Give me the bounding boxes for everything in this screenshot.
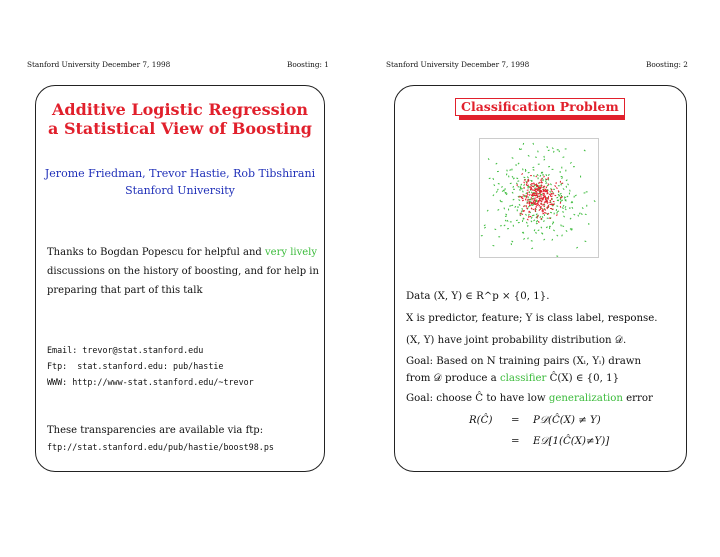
classifier-highlight: classifier bbox=[499, 373, 547, 384]
red-point bbox=[529, 194, 530, 196]
green-point bbox=[536, 232, 537, 234]
green-point bbox=[570, 228, 571, 229]
green-point bbox=[572, 207, 573, 209]
green-point bbox=[528, 206, 529, 207]
green-point bbox=[546, 183, 547, 184]
goal-line2 bbox=[406, 373, 619, 385]
green-point bbox=[563, 188, 564, 189]
generalization-highlight: generalization bbox=[548, 393, 623, 404]
green-point bbox=[540, 216, 541, 218]
green-point bbox=[526, 181, 527, 183]
green-point bbox=[534, 185, 535, 186]
red-point bbox=[540, 208, 541, 210]
goal-line3-post: error bbox=[622, 393, 653, 404]
red-point bbox=[539, 190, 540, 192]
goal-line2-post: Ĉ(X) ∈ {0, 1} bbox=[546, 373, 620, 384]
green-point bbox=[548, 174, 549, 175]
red-point bbox=[534, 200, 536, 201]
green-point bbox=[493, 195, 494, 196]
green-point bbox=[557, 211, 559, 212]
red-point bbox=[539, 196, 540, 198]
green-point bbox=[579, 213, 580, 215]
right-header-left: Stanford University December 7, 1998 bbox=[386, 60, 530, 69]
right-slide-panel bbox=[394, 85, 687, 472]
green-point bbox=[526, 193, 527, 194]
slide-title-line2: a Statistical View of Boosting bbox=[48, 119, 312, 138]
green-point bbox=[552, 148, 553, 149]
green-point bbox=[538, 230, 540, 231]
green-point bbox=[564, 216, 565, 217]
green-point bbox=[520, 215, 521, 216]
green-point bbox=[498, 210, 500, 211]
green-point bbox=[533, 143, 534, 145]
green-point bbox=[576, 247, 577, 248]
eq2-rhs: E𝒟[1(Ĉ(X)≠Y)] bbox=[533, 436, 610, 447]
green-point bbox=[497, 189, 498, 191]
green-point bbox=[567, 196, 569, 197]
green-point bbox=[512, 241, 513, 242]
red-point bbox=[524, 182, 525, 184]
green-point bbox=[504, 208, 505, 210]
green-point bbox=[484, 227, 485, 228]
green-point bbox=[544, 159, 545, 160]
green-point bbox=[584, 150, 585, 151]
red-point bbox=[547, 193, 549, 194]
red-point bbox=[545, 191, 547, 192]
green-point bbox=[512, 158, 514, 159]
red-point bbox=[550, 195, 551, 197]
green-point bbox=[527, 177, 528, 178]
red-point bbox=[538, 193, 539, 194]
eq1-lhs: R(Ĉ) bbox=[469, 415, 493, 426]
red-point bbox=[548, 184, 550, 185]
red-point bbox=[550, 200, 551, 201]
green-point bbox=[509, 170, 511, 171]
green-point bbox=[581, 214, 583, 215]
green-point bbox=[564, 197, 565, 198]
red-point bbox=[527, 219, 528, 220]
green-point bbox=[528, 238, 529, 240]
thanks-line1: Thanks to Bogdan Popescu for helpful and bbox=[47, 247, 266, 258]
green-point bbox=[552, 223, 553, 225]
green-point bbox=[561, 225, 562, 227]
green-point bbox=[543, 180, 544, 182]
red-point bbox=[531, 208, 532, 210]
red-point bbox=[524, 210, 525, 211]
red-point bbox=[555, 185, 556, 186]
eq1-rhs: P𝒟(Ĉ(X) ≠ Y) bbox=[533, 415, 601, 426]
red-point bbox=[554, 195, 556, 196]
green-point bbox=[518, 163, 519, 164]
green-point bbox=[559, 150, 560, 152]
green-point bbox=[594, 201, 595, 202]
red-point bbox=[527, 194, 528, 195]
green-point bbox=[531, 192, 532, 193]
green-point bbox=[523, 219, 525, 220]
red-point bbox=[538, 205, 540, 206]
green-point bbox=[513, 178, 514, 179]
contact-block bbox=[47, 342, 254, 390]
green-point bbox=[563, 205, 564, 206]
green-point bbox=[529, 191, 530, 193]
affiliation: Stanford University bbox=[125, 184, 235, 197]
red-point bbox=[552, 191, 553, 192]
green-point bbox=[535, 157, 537, 158]
red-point bbox=[537, 197, 538, 199]
ftp-line: Ftp: stat.stanford.edu: pub/hastie bbox=[47, 361, 224, 371]
green-point bbox=[536, 214, 537, 215]
green-point bbox=[531, 217, 532, 219]
green-point bbox=[546, 174, 547, 176]
red-point bbox=[539, 182, 540, 184]
green-point bbox=[554, 151, 555, 153]
red-point bbox=[530, 216, 532, 217]
green-point bbox=[516, 178, 518, 179]
red-point bbox=[538, 221, 539, 223]
red-point bbox=[544, 176, 545, 178]
green-point bbox=[513, 199, 515, 200]
green-point bbox=[565, 209, 566, 210]
green-point bbox=[553, 230, 554, 231]
green-point bbox=[533, 220, 534, 221]
green-point bbox=[578, 215, 579, 217]
green-point bbox=[565, 200, 567, 201]
green-point bbox=[519, 200, 521, 201]
green-point bbox=[496, 191, 497, 192]
green-point bbox=[585, 241, 587, 242]
predictor-line: X is predictor, feature; Y is class label, response. bbox=[406, 313, 658, 324]
eq2-sign: = bbox=[511, 436, 520, 447]
thanks-line3: preparing that part of this talk bbox=[47, 285, 203, 296]
green-point bbox=[487, 210, 488, 211]
green-point bbox=[566, 180, 567, 181]
left-header-left: Stanford University December 7, 1998 bbox=[27, 60, 171, 69]
green-point bbox=[560, 199, 561, 201]
green-point bbox=[548, 150, 550, 151]
red-point bbox=[560, 206, 561, 208]
green-point bbox=[507, 170, 508, 172]
data-line: Data (X, Y) ∈ R^p × {0, 1}. bbox=[406, 291, 550, 302]
red-point bbox=[531, 195, 533, 196]
red-point bbox=[547, 202, 548, 203]
green-point bbox=[488, 158, 489, 160]
joint-line: (X, Y) have joint probability distribution 𝒟. bbox=[406, 335, 627, 346]
availability-text: These transparencies are available via ftp: bbox=[47, 425, 264, 436]
scatter-points bbox=[481, 143, 595, 256]
red-point bbox=[525, 199, 526, 201]
red-point bbox=[541, 204, 543, 205]
red-point bbox=[536, 206, 537, 208]
green-point bbox=[561, 178, 563, 179]
green-point bbox=[585, 214, 587, 215]
green-point bbox=[531, 248, 533, 249]
green-point bbox=[550, 212, 552, 213]
red-point bbox=[523, 206, 524, 207]
green-point bbox=[531, 221, 532, 222]
ftp-url: ftp://stat.stanford.edu/pub/hastie/boost98.ps bbox=[47, 442, 274, 452]
green-point bbox=[529, 214, 530, 216]
red-point bbox=[558, 190, 559, 192]
green-point bbox=[511, 205, 513, 206]
green-point bbox=[519, 204, 520, 205]
green-point bbox=[574, 214, 576, 215]
green-point bbox=[541, 227, 542, 228]
green-point bbox=[582, 207, 583, 208]
green-point bbox=[541, 172, 542, 174]
green-point bbox=[501, 187, 503, 188]
red-point bbox=[522, 200, 524, 201]
green-point bbox=[489, 178, 491, 179]
green-point bbox=[528, 155, 529, 156]
green-point bbox=[562, 226, 564, 227]
red-point bbox=[536, 176, 537, 177]
green-point bbox=[523, 143, 524, 145]
green-point bbox=[547, 146, 548, 148]
green-point bbox=[566, 230, 567, 231]
green-point bbox=[563, 157, 565, 158]
right-header-right: Boosting: 2 bbox=[646, 60, 688, 69]
red-point bbox=[531, 197, 532, 198]
email-line: Email: trevor@stat.stanford.edu bbox=[47, 345, 204, 355]
slide-title: Classification Problem bbox=[455, 98, 625, 116]
green-point bbox=[575, 195, 576, 196]
scatter-plot bbox=[479, 138, 599, 258]
green-point bbox=[523, 191, 524, 193]
red-point bbox=[542, 208, 543, 209]
red-point bbox=[534, 190, 536, 191]
goal-line3-pre: Goal: choose Ĉ to have low bbox=[406, 393, 549, 404]
slide-title-line1: Additive Logistic Regression bbox=[51, 100, 309, 119]
green-point bbox=[538, 151, 539, 153]
green-point bbox=[526, 222, 527, 223]
red-point bbox=[556, 188, 558, 189]
green-point bbox=[556, 197, 558, 198]
red-point bbox=[533, 209, 535, 210]
red-point bbox=[547, 191, 548, 193]
red-point bbox=[557, 214, 558, 216]
green-point bbox=[540, 175, 541, 177]
green-point bbox=[570, 218, 571, 219]
plot-frame bbox=[480, 139, 599, 258]
green-point bbox=[546, 227, 547, 228]
green-point bbox=[512, 176, 513, 177]
green-point bbox=[513, 186, 514, 188]
green-point bbox=[560, 193, 562, 194]
green-point bbox=[557, 206, 559, 207]
red-point bbox=[560, 197, 561, 199]
left-slide-panel bbox=[35, 85, 325, 472]
red-point bbox=[540, 180, 542, 181]
green-point bbox=[495, 229, 497, 230]
red-point bbox=[548, 213, 549, 214]
very-lively-highlight: very lively bbox=[265, 247, 318, 258]
green-point bbox=[547, 185, 549, 186]
green-point bbox=[523, 238, 524, 239]
red-point bbox=[545, 213, 547, 214]
red-point bbox=[522, 173, 523, 174]
green-point bbox=[565, 206, 566, 208]
goal-line3 bbox=[406, 393, 653, 404]
eq1-sign: = bbox=[511, 415, 520, 426]
red-point bbox=[525, 196, 527, 197]
red-point bbox=[553, 201, 555, 202]
green-point bbox=[507, 220, 508, 222]
red-point bbox=[538, 186, 539, 188]
authors: Jerome Friedman, Trevor Hastie, Rob Tibshirani bbox=[44, 167, 316, 180]
red-point bbox=[547, 198, 548, 200]
green-point bbox=[562, 212, 564, 213]
green-point bbox=[522, 208, 523, 210]
red-point bbox=[534, 184, 535, 185]
green-point bbox=[505, 214, 506, 215]
green-point bbox=[516, 183, 517, 184]
red-point bbox=[530, 186, 531, 188]
green-point bbox=[484, 225, 485, 226]
green-point bbox=[521, 211, 523, 212]
green-point bbox=[562, 208, 563, 209]
green-point bbox=[543, 221, 545, 222]
red-point bbox=[526, 184, 527, 186]
green-point bbox=[550, 191, 552, 192]
green-point bbox=[568, 184, 569, 186]
thanks-text bbox=[47, 243, 319, 300]
green-point bbox=[524, 184, 525, 186]
green-point bbox=[521, 184, 522, 186]
red-point bbox=[542, 213, 544, 214]
red-point bbox=[523, 195, 525, 196]
red-point bbox=[543, 206, 544, 207]
green-point bbox=[562, 235, 563, 237]
goal-line2-pre: from 𝒟 produce a bbox=[406, 373, 500, 384]
green-point bbox=[536, 221, 537, 223]
red-point bbox=[542, 211, 543, 212]
red-point bbox=[549, 218, 551, 219]
green-point bbox=[524, 177, 526, 178]
red-point bbox=[531, 186, 533, 187]
red-point bbox=[539, 209, 540, 210]
green-point bbox=[493, 178, 494, 180]
green-point bbox=[534, 229, 535, 231]
red-point bbox=[546, 179, 548, 180]
green-point bbox=[542, 216, 543, 218]
green-point bbox=[505, 220, 506, 221]
red-point bbox=[540, 195, 541, 196]
green-point bbox=[552, 239, 553, 241]
green-point bbox=[557, 235, 558, 236]
green-point bbox=[512, 192, 513, 193]
green-point bbox=[524, 196, 525, 198]
green-point bbox=[494, 184, 495, 185]
red-point bbox=[544, 193, 545, 195]
green-point bbox=[533, 169, 535, 170]
red-point bbox=[546, 186, 547, 188]
green-point bbox=[515, 206, 516, 207]
red-point bbox=[527, 192, 528, 194]
www-line: WWW: http://www-stat.stanford.edu/~trevor bbox=[47, 377, 254, 387]
green-point bbox=[520, 149, 522, 150]
green-point bbox=[542, 172, 543, 174]
green-point bbox=[533, 167, 535, 168]
red-point bbox=[541, 179, 542, 180]
green-point bbox=[504, 225, 505, 226]
green-point bbox=[570, 162, 571, 163]
green-point bbox=[496, 163, 497, 164]
green-point bbox=[525, 214, 526, 215]
green-point bbox=[537, 174, 538, 175]
red-point bbox=[551, 193, 552, 195]
red-point bbox=[543, 189, 544, 191]
green-point bbox=[550, 184, 551, 185]
green-point bbox=[558, 194, 560, 195]
green-point bbox=[502, 191, 504, 192]
left-header-right: Boosting: 1 bbox=[287, 60, 329, 69]
thanks-line2: discussions on the history of boosting, and for help in bbox=[47, 266, 319, 277]
red-point bbox=[545, 199, 546, 201]
red-point bbox=[521, 214, 523, 215]
green-point bbox=[570, 190, 571, 192]
green-point bbox=[517, 181, 519, 182]
goal-line1: Goal: Based on N training pairs (Xᵢ, Yᵢ) drawn bbox=[406, 356, 642, 367]
green-point bbox=[544, 239, 545, 240]
